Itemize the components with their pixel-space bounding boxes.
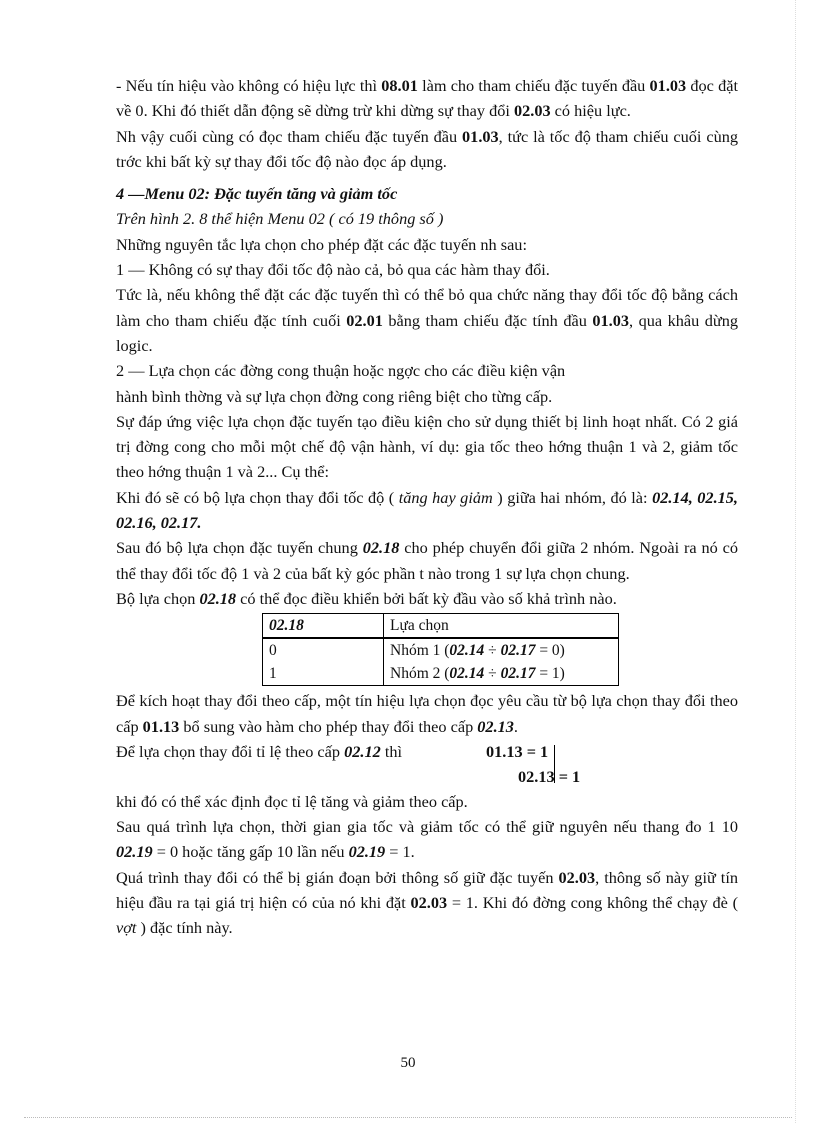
page-edge-right (795, 0, 796, 1123)
table-header-cell (263, 614, 384, 639)
paragraph-signal-invalid (116, 73, 738, 124)
text: Để kích hoạt thay đổi theo cấp, một tín hiệu lựa chọn đọc yêu cầu từ bộ lựa chọn thay đổi theo cấp (116, 691, 738, 736)
param-code: 02.12 (344, 741, 381, 761)
paragraph-principles: Những nguyên tắc lựa chọn cho phép đặt các đặc tuyến nh sau: (116, 234, 527, 254)
text: Bộ lựa chọn (116, 588, 200, 608)
text: = 1. (385, 842, 415, 862)
formula-lead (116, 739, 402, 764)
table-row (263, 638, 619, 662)
page-number: 50 (400, 1055, 416, 1071)
table-header-cell: Lựa chọn (384, 614, 619, 639)
text: có thể đọc điều khiển bởi bất kỳ đầu vào số khả trình nào. (236, 588, 617, 608)
text: có hiệu lực. (550, 101, 631, 121)
text: - Nếu tín hiệu vào không có hiệu lực thì (116, 76, 382, 95)
text: bằng tham chiếu đặc tính đầu (382, 310, 593, 330)
param-code: 02.14, 02.15, 02.16, 02.17. (116, 487, 738, 533)
paragraph-scale (116, 814, 738, 865)
text: = 1. Khi đó đờng cong không thể chạy đè ( (447, 893, 738, 913)
table-cell (384, 662, 619, 686)
text: Nhóm 2 ( (390, 665, 450, 683)
formula-line-1: 01.13 = 1 (486, 741, 549, 761)
param-code: 02.01 (346, 310, 383, 330)
text: thì (380, 741, 403, 761)
list-item-2-line-2: hành bình thờng và sự lựa chọn đờng cong riêng biệt cho từng cấp. (116, 386, 553, 406)
param-code: 01.03 (649, 76, 687, 95)
table-cell: 1 (263, 662, 384, 686)
param-code: 01.03 (462, 126, 499, 146)
condition-formula (116, 739, 738, 789)
param-code: 02.18 (269, 617, 304, 635)
param-code: 01.13 (142, 716, 180, 736)
param-code: 02.19 (348, 842, 386, 862)
paragraph-final-reference (116, 124, 738, 175)
param-code: 02.14 (449, 665, 485, 683)
figure-caption: Trên hình 2. 8 thể hiện Menu 02 ( có 19 thông số ) (116, 209, 444, 229)
paragraph-step-activation (116, 688, 738, 739)
selector-table (262, 613, 619, 686)
text: , tức là tốc độ tham chiếu cuối cùng trớc khi bất kỳ sự thay đổi tốc độ nào đọc áp dụng. (116, 126, 738, 171)
text: làm cho tham chiếu đặc tuyến đầu (417, 76, 650, 95)
param-code: 02.03 (558, 867, 596, 887)
param-code: 02.17 (500, 642, 536, 660)
text: Để lựa chọn thay đổi tỉ lệ theo cấp (116, 741, 345, 761)
param-code: 02.17 (500, 665, 536, 683)
text: Tức là, nếu không thể đặt các đặc tuyến thì có thể bỏ qua chức năng thay đổi tốc độ bằng cách làm cho tham chiếu đặc tính cuối (116, 285, 738, 330)
page-bottom-rule (24, 1117, 792, 1118)
paragraph-bypass (116, 282, 738, 358)
text: Sau đó bộ lựa chọn đặc tuyến chung (116, 538, 363, 558)
italic-text: vợt (116, 918, 137, 938)
text: Sau quá trình lựa chọn, thời gian gia tốc và giảm tốc có thể giữ nguyên nếu thang đo 1 10 (116, 817, 738, 837)
document-body (116, 73, 738, 941)
text: Quá trình thay đổi có thể bị gián đoạn bởi thông số giữ đặc tuyến (116, 867, 559, 887)
text: ÷ (484, 665, 501, 683)
param-code: 02.03 (410, 893, 448, 913)
italic-text: tăng hay giảm (398, 487, 493, 507)
text: ) giữa hai nhóm, đó là: (492, 487, 653, 507)
param-code: 08.01 (381, 76, 418, 95)
text: = 0) (535, 642, 565, 660)
table-header-row (263, 614, 619, 639)
table-cell (384, 638, 619, 662)
param-code: 01.03 (592, 310, 629, 330)
paragraph-rate-defined: khi đó có thể xác định đọc tỉ lệ tăng và giảm theo cấp. (116, 791, 468, 811)
text: Nh vậy cuối cùng có đọc tham chiếu đặc tuyến đầu (116, 126, 463, 146)
text: ÷ (484, 642, 501, 660)
text: bổ sung vào hàm cho phép thay đổi theo cấp (179, 716, 478, 736)
formula-line-2: 02.13 = 1 (518, 766, 581, 786)
paragraph-response: Sự đáp ứng việc lựa chọn đặc tuyến tạo điều kiện cho sử dụng thiết bị linh hoạt nhất. Có 2 giá trị đờng cong cho mỗi một chế độ vận hành, ví dụ: gia tốc theo hớng thuận 1 và 2, giảm tốc theo hớng thuận 1 và 2... Cụ thể: (116, 411, 738, 482)
list-item-1: 1 — Không có sự thay đổi tốc độ nào cả, bỏ qua các hàm thay đổi. (116, 260, 550, 280)
text: , qua khâu dừng logic. (116, 310, 738, 355)
text: đọc đặt về 0. Khi đó thiết dẫn động sẽ dừng trừ khi dừng sự thay đổi (116, 76, 738, 121)
text: cho phép chuyển đổi giữa 2 nhóm. Ngoài ra nó có thể thay đổi tốc độ 1 và 2 của bất kỳ góc phần t nào trong 1 sự lựa chọn chung. (116, 538, 738, 583)
text: ) đặc tính này. (136, 918, 233, 938)
table-cell: 0 (263, 638, 384, 662)
param-code: 02.18 (199, 588, 237, 608)
param-code: 02.19 (116, 842, 153, 862)
paragraph-group-selector (116, 485, 738, 536)
table-row (263, 662, 619, 686)
param-code: 02.18 (362, 538, 400, 558)
list-item-2-line-1: 2 — Lựa chọn các đờng cong thuận hoặc ngợc cho các điều kiện vận (116, 361, 566, 381)
paragraph-common-selector (116, 535, 738, 586)
text: Nhóm 1 ( (390, 642, 450, 660)
text: , thông số này giữ tín hiệu đầu ra tại giá trị hiện có của nó khi đặt (116, 867, 738, 913)
param-code: 02.03 (513, 101, 551, 121)
param-code: 02.13 (477, 716, 514, 736)
text: = 1) (535, 665, 565, 683)
text: . (513, 716, 518, 736)
section-heading: 4 —Menu 02: Đặc tuyến tăng và giảm tốc (116, 184, 398, 204)
text: Khi đó sẽ có bộ lựa chọn thay đổi tốc độ ( (116, 487, 399, 507)
param-code: 02.14 (449, 642, 485, 660)
paragraph-hold (116, 865, 738, 941)
paragraph-digital-input (116, 586, 738, 611)
text: = 0 hoặc tăng gấp 10 lần nếu (152, 842, 349, 862)
